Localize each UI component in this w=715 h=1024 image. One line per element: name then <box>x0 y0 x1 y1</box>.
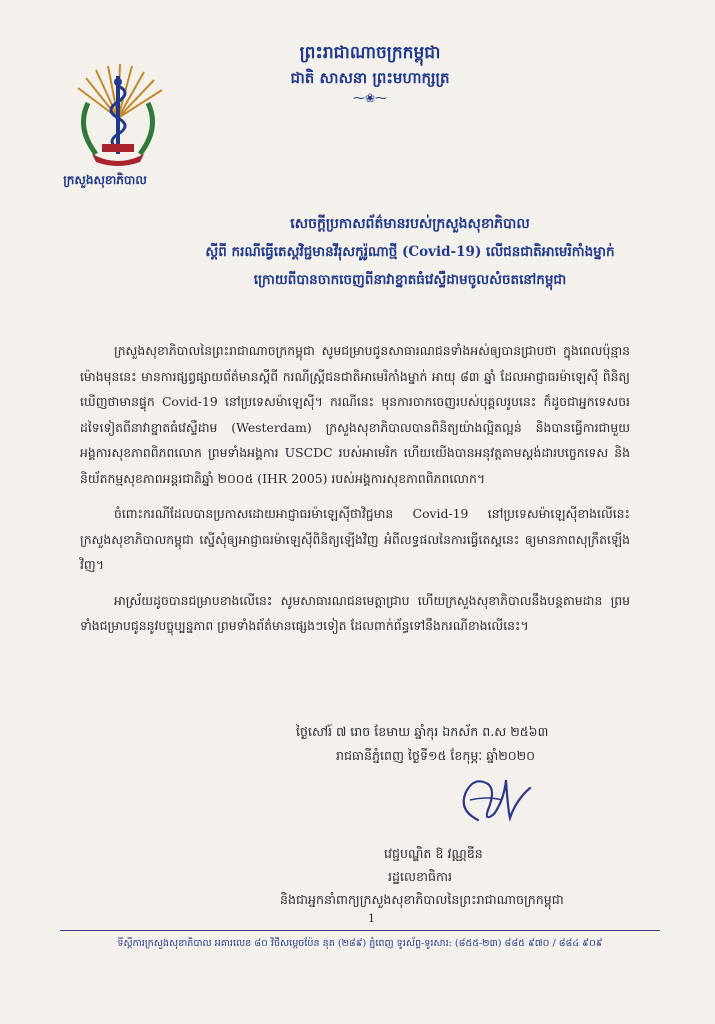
ornament-divider: ⁓❀⁓ <box>352 91 388 105</box>
ministry-name: ក្រសួងសុខាភិបាល <box>63 173 147 187</box>
solar-date: រាជធានីភ្នំពេញ ថ្ងៃទី១៥ ខែកុម្ភៈ ឆ្នាំ២០២០ <box>336 748 536 763</box>
announcement-title <box>140 210 680 294</box>
date-block <box>296 720 636 768</box>
footer-address: ទីស្តីការក្រសួងសុខាភិបាល អគារលេខ ៨០ វិថីសម្តេចប៉ែន នុត (២៨៩) ភ្នំពេញ ទូរស័ព្ទ-ទូរសារ: (៨៥៥-២៣) ៨៨៥ ៩៧០ / ៨៨៤ ៩០៩ <box>117 938 603 949</box>
kingdom-title: ព្រះរាជាណាចក្រកម្ពុជា <box>299 43 441 63</box>
title-line-2: ស្តីពី ករណីធ្វើតេស្តវិជ្ជមានវីរុសកូរ៉ូណាថ្មី (Covid-19) លើជនជាតិអាមេរិកាំងម្នាក់ <box>205 244 615 260</box>
title-line-3: ក្រោយពីបានចាកចេញពីនាវាខ្នាតធំវេស្ទឺដាមចូលសំចតនៅកម្ពុជា <box>253 272 567 288</box>
signer-role: និងជាអ្នកនាំពាក្យក្រសួងសុខាភិបាលនៃព្រះរាជាណាចក្រកម្ពុជា <box>280 892 564 907</box>
footer-divider <box>60 930 660 931</box>
signer-position: រដ្ឋលេខាធិការ <box>388 869 452 884</box>
title-line-1: សេចក្តីប្រកាសព័ត៌មានរបស់ក្រសួងសុខាភិបាល <box>290 216 530 232</box>
lunar-date: ថ្ងៃសៅរ៍ ៧ រោច ខែមាឃ ឆ្នាំកុរ ឯកស័ក ព.ស ២៥៦៣ <box>296 724 549 739</box>
signer-block <box>280 842 640 911</box>
paragraph-3: អាស្រ័យដូចបានជម្រាបខាងលើនេះ សូមសាធារណជនមេត្តាជ្រាប ហើយក្រសួងសុខាភិបាលនឹងបន្តតាមដាន ព្រមទាំងជម្រាបជូននូវបច្ចុប្បន្នភាព ព្រមទាំងព័ត៌មានផ្សេងៗទៀត ដែលពាក់ព័ន្ធទៅនឹងករណីខាងលើនេះ។ <box>80 592 630 633</box>
signer-name: វេជ្ជបណ្ឌិត ឱ វណ្ណឌីន <box>384 846 483 861</box>
document-header <box>240 40 500 106</box>
national-motto: ជាតិ សាសនា ព្រះមហាក្សត្រ <box>290 69 450 87</box>
announcement-body <box>80 338 630 649</box>
ministry-logo-emblem <box>58 58 178 168</box>
paragraph-1: ក្រសួងសុខាភិបាលនៃព្រះរាជាណាចក្រកម្ពុជា សូមជម្រាបជូនសាធារណជនទាំងអស់ឲ្យបានជ្រាបថា ក្នុងពេលប៉ុន្មានម៉ោងមុននេះ មានការផ្សព្វផ្សាយព័ត៌មានស្តីពី ករណីស្ត្រីជនជាតិអាមេរិកាំងម្នាក់ អាយុ ៨៣ ឆ្នាំ ដែលអាជ្ញាធរម៉ាឡេស៊ី ពិនិត្យឃើញថាមានផ្ទុក Covid-19 នៅប្រទេសម៉ាឡេស៊ី។ ករណីនេះ មុនការចាកចេញរបស់បុគ្គលរូបនេះ ក៏ដូចជាអ្នកទេសចរដទៃទៀតពីនាវាខ្នាតធំវេស្ទឺដាម (Westerdam) ក្រសួងសុខាភិបាលបានពិនិត្យយ៉ាងល្អិតល្អន់ និងបានធ្វើការជាមួយអង្គការសុខភាពពិភពលោក ព្រមទាំងអង្គការ USCDC របស់អាមេរិក ហើយយើងបានអនុវត្តតាមស្តង់ដារបច្ចេកទេស និងនិយ័តកម្មសុខភាពអន្តរជាតិឆ្នាំ ២០០៥ (IHR 2005) របស់អង្គការសុខភាពពិភពលោក។ <box>80 343 630 486</box>
paragraph-2: ចំពោះករណីដែលបានប្រកាសដោយអាជ្ញាធរម៉ាឡេស៊ីថាវិជ្ជមាន Covid-19 នៅប្រទេសម៉ាឡេស៊ីខាងលើនេះ ក្រសួងសុខាភិបាលកម្ពុជា ស្នើសុំឲ្យអាជ្ញាធរម៉ាឡេស៊ីពិនិត្យឡើងវិញ អំពីលទ្ធផលនៃការធ្វើតេស្តនេះ ឲ្យមានភាពសុក្រឹតឡើងវិញ។ <box>80 506 630 572</box>
page-number: 1 <box>368 912 375 925</box>
handwritten-signature <box>448 770 538 830</box>
